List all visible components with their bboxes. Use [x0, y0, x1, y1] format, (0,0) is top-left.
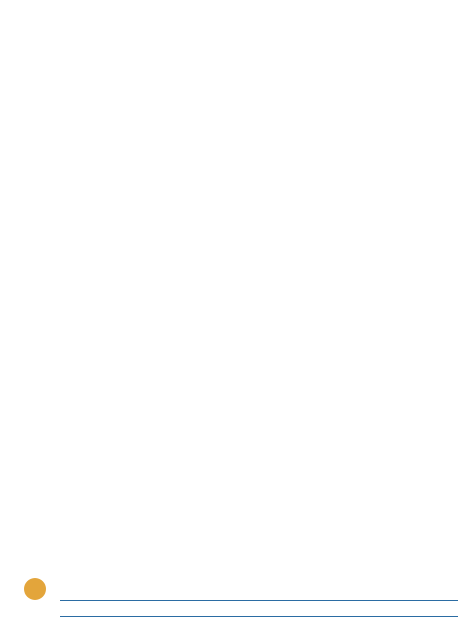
footer-divider: [60, 600, 458, 601]
footer-divider-2: [60, 616, 458, 617]
page-number: [24, 578, 46, 600]
